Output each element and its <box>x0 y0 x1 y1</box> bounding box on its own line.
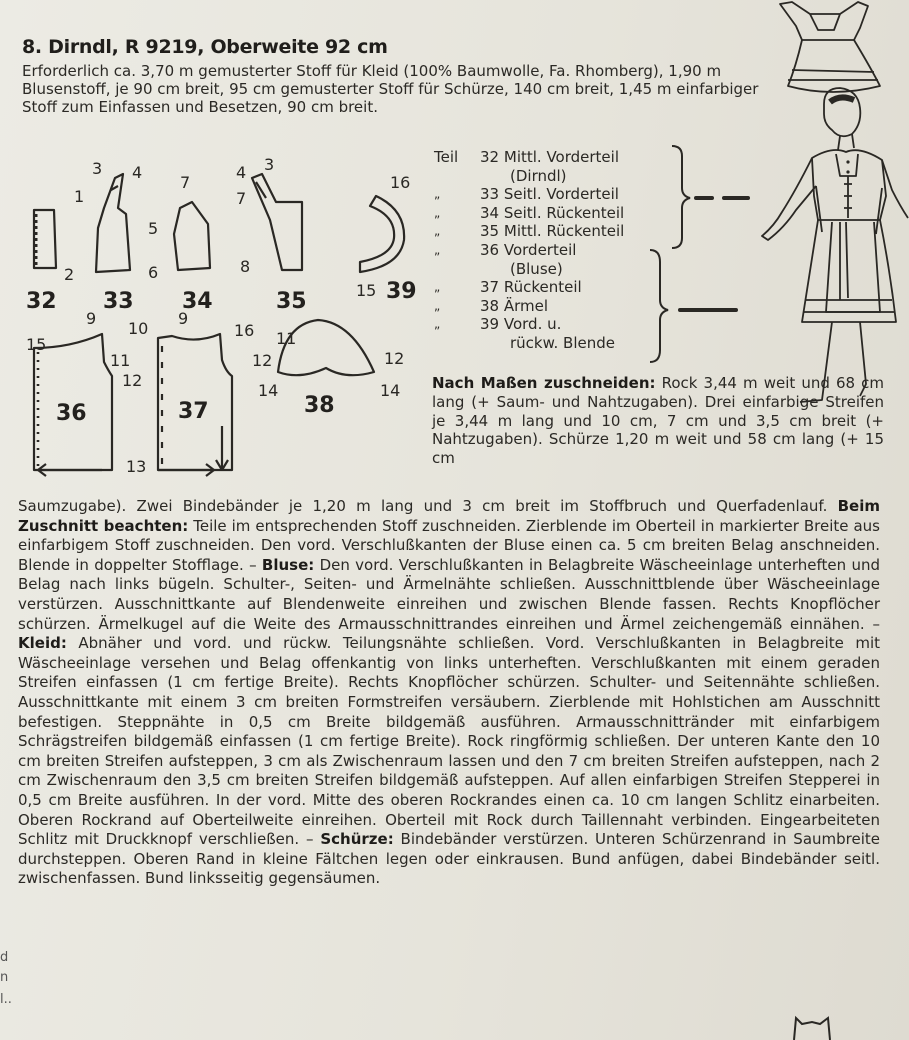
part-number: 38 <box>480 296 500 315</box>
part-name: Rückenteil <box>503 278 582 297</box>
edge-fragment: d <box>0 950 9 965</box>
instruction-text: Teile im entsprechenden Stoff zuschneiden. Zierblende im Oberteil in markierter Breite aus einfarbigem Stoff zuschneiden. Den vord. Verschlußkanten der Bluse einen ca. 5 cm breiten Belag anschneiden. Blende in doppelter Stofflage. – <box>18 516 881 574</box>
piece-34-shape <box>174 202 210 270</box>
left-arm <box>762 158 816 240</box>
point-3-b: 3 <box>264 155 275 174</box>
point-9-b: 9 <box>178 309 189 328</box>
part-number: 36 <box>480 240 500 259</box>
part-number: 32 <box>480 148 500 166</box>
ditto-mark: „ <box>434 187 441 202</box>
point-1: 1 <box>74 187 85 206</box>
skirt <box>802 220 896 322</box>
part-number: 33 <box>480 185 500 204</box>
part-name: (Bluse) <box>510 259 563 278</box>
point-16-b: 16 <box>234 321 255 340</box>
cutting-heading: Nach Maßen zuschneiden: <box>432 374 656 392</box>
teil-label: Teil <box>434 148 459 166</box>
point-14-b: 14 <box>380 381 401 400</box>
pattern-title: 8. Dirndl, R 9219, Oberweite 92 cm <box>22 36 388 58</box>
point-6: 6 <box>148 263 159 282</box>
ditto-mark: „ <box>434 298 441 313</box>
part-name: Vord. u. <box>503 315 562 334</box>
piece-39-label: 39 <box>386 279 417 304</box>
point-4-b: 4 <box>236 163 247 182</box>
instruction-text: Saumzugabe). Zwei Bindebänder je 1,20 m lang und 3 cm breit im Stoffbruch und Querfadenlauf. <box>18 497 838 515</box>
cutting-measurements <box>432 374 884 468</box>
piece-33-label: 33 <box>103 289 134 314</box>
ditto-mark: „ <box>434 280 441 295</box>
point-12-a: 12 <box>122 371 143 390</box>
ditto-mark: „ <box>434 317 441 332</box>
ditto-mark: „ <box>434 224 441 239</box>
ditto-mark: „ <box>434 242 441 257</box>
point-5: 5 <box>148 219 159 238</box>
part-name: Mittl. Vorderteil <box>503 148 619 166</box>
part-name: (Dirndl) <box>510 166 567 185</box>
piece-32-label: 32 <box>26 289 57 314</box>
instruction-text: Den vord. Verschlußkanten in Belagbreite Wäscheeinlage unterheften und Belag nach links bügeln. Schulter-, Seiten- und Ärmelnähte schließen. Ausschnittblende über Wäscheeinlage verstürzen. Ausschnittkante auf Blendenweite einreihen und zwischen Blende fassen. Rechts Knopflöcher schürzen. Ärmelkugel auf die Weite des Armausschnittrandes einreihen und Ärmel zeichengemäß einnähen. – <box>18 555 880 633</box>
point-11-b: 11 <box>276 329 297 348</box>
part-number: 35 <box>480 222 500 241</box>
brace-bluse <box>650 250 668 362</box>
brace-dirndl <box>672 146 690 248</box>
section-heading-kleid: Kleid: <box>18 634 67 653</box>
part-number: 39 <box>480 315 500 334</box>
piece-36-label: 36 <box>56 401 87 426</box>
point-14-a: 14 <box>258 381 279 400</box>
section-heading-bluse: Bluse: <box>261 555 315 574</box>
edge-fragment: l.. <box>0 992 12 1007</box>
point-10: 10 <box>128 319 149 338</box>
bottom-figure-fragment <box>790 1014 840 1040</box>
point-7: 7 <box>180 173 191 192</box>
point-13: 13 <box>126 457 147 476</box>
point-2: 2 <box>64 265 75 284</box>
point-3: 3 <box>92 159 103 178</box>
edge-fragment: n <box>0 970 9 985</box>
small-figure <box>780 2 880 92</box>
point-12-c: 12 <box>384 349 405 368</box>
sewing-instructions <box>18 497 880 889</box>
part-number: 37 <box>480 278 500 297</box>
section-heading-schuerze: Schürze: <box>320 830 394 849</box>
cutting-text: Rock 3,44 m weit und 68 cm lang (+ Saum- und Nahtzugaben). Drei einfarbige Streifen je 3,44 m lang und 10 cm, 7 cm und 3,5 cm breit (+ Nahtzugaben). Schürze 1,20 m weit und 58 cm lang (+ 15 cm <box>432 374 884 468</box>
piece-39-shape <box>360 196 404 272</box>
section-heading-zuschnitt: Beim Zuschnitt beachten: <box>18 497 880 535</box>
part-name: Seitl. Vorderteil <box>503 185 619 204</box>
part-number: 34 <box>480 203 500 222</box>
part-name: rückw. Blende <box>510 333 615 352</box>
instruction-text: Bindebänder verstürzen. Unteren Schürzenrand in Saumbreite durchsteppen. Oberen Rand in kleine Fältchen legen oder einkrausen. Bund anfügen, dabei Bindebänder seitl. zwischenfassen. Bund linksseitig gegensäumen. <box>18 830 881 888</box>
apron <box>826 222 880 312</box>
part-name: Vorderteil <box>503 240 577 259</box>
bodice <box>812 150 886 220</box>
piece-37-label: 37 <box>178 399 209 424</box>
point-15-b: 15 <box>26 335 47 354</box>
pattern-pieces-diagram <box>0 150 430 480</box>
point-16-a: 16 <box>390 173 411 192</box>
ditto-mark: „ <box>434 205 441 220</box>
instruction-text: Abnäher und vord. und rückw. Teilungsnähte schließen. Vord. Verschlußkanten in Belagbreite mit Wäscheeinlage versehen und Belag offenkantig von links unterheften. Verschlußkanten mit einem geraden Streifen einfassen (1 cm fertige Breite). Rechts Knopflöcher schürzen. Schulter- und Seitennähte schließen. Ausschnittkante mit einem 3 cm breiten Formstreifen versäubern. Zierblende mit Hohlstichen am Ausschnitt befestigen. Steppnähte in 0,5 cm Breite bildgemäß ausführen. Armausschnittränder mit einfarbigem Schrägstreifen bildgemäß einfassen (1 cm fertige Breite). Rock ringförmig schließen. Der unteren Kante den 10 cm breiten Streifen aufsteppen, 3 cm als Zwischenraum lassen und den 7 cm breiten Streifen aufsteppen, nach 2 cm Zwischenraum den 3,5 cm breiten Streifen bildgemäß aufsteppen. Auf allen einfarbigen Streifen Stepperei in 0,5 cm Breite ausführen. In der vord. Mitte des oberen Rockrandes einen ca. 10 cm langen Schlitz einarbeiten. Oberen Rockrand auf Oberteilweite einreihen. Oberteil mit Rock durch Taillennaht verbinden. Eingearbeiteten Schlitz mit Druckknopf verschließen. – <box>18 634 880 849</box>
point-9-a: 9 <box>86 309 97 328</box>
material-requirements: Erforderlich ca. 3,70 m gemusterter Stoff für Kleid (100% Baumwolle, Fa. Rhomberg), 1,90 m Blusenstoff, je 90 cm breit, 95 cm gemusterter Stoff für Schürze, 140 cm breit, 1,45 m einfarbiger Stoff zum Einfassen und Besetzen, 90 cm breit. <box>22 62 759 117</box>
part-name: Seitl. Rückenteil <box>503 203 625 222</box>
piece-38-label: 38 <box>304 393 335 418</box>
piece-35-label: 35 <box>276 289 307 314</box>
point-15-a: 15 <box>356 281 377 300</box>
point-4: 4 <box>132 163 143 182</box>
point-11-a: 11 <box>110 351 131 370</box>
point-12-b: 12 <box>252 351 273 370</box>
point-7-b: 7 <box>236 189 247 208</box>
part-name: Ärmel <box>503 296 549 315</box>
part-name: Mittl. Rückenteil <box>503 222 625 241</box>
point-8: 8 <box>240 257 251 276</box>
piece-34-label: 34 <box>182 289 213 314</box>
